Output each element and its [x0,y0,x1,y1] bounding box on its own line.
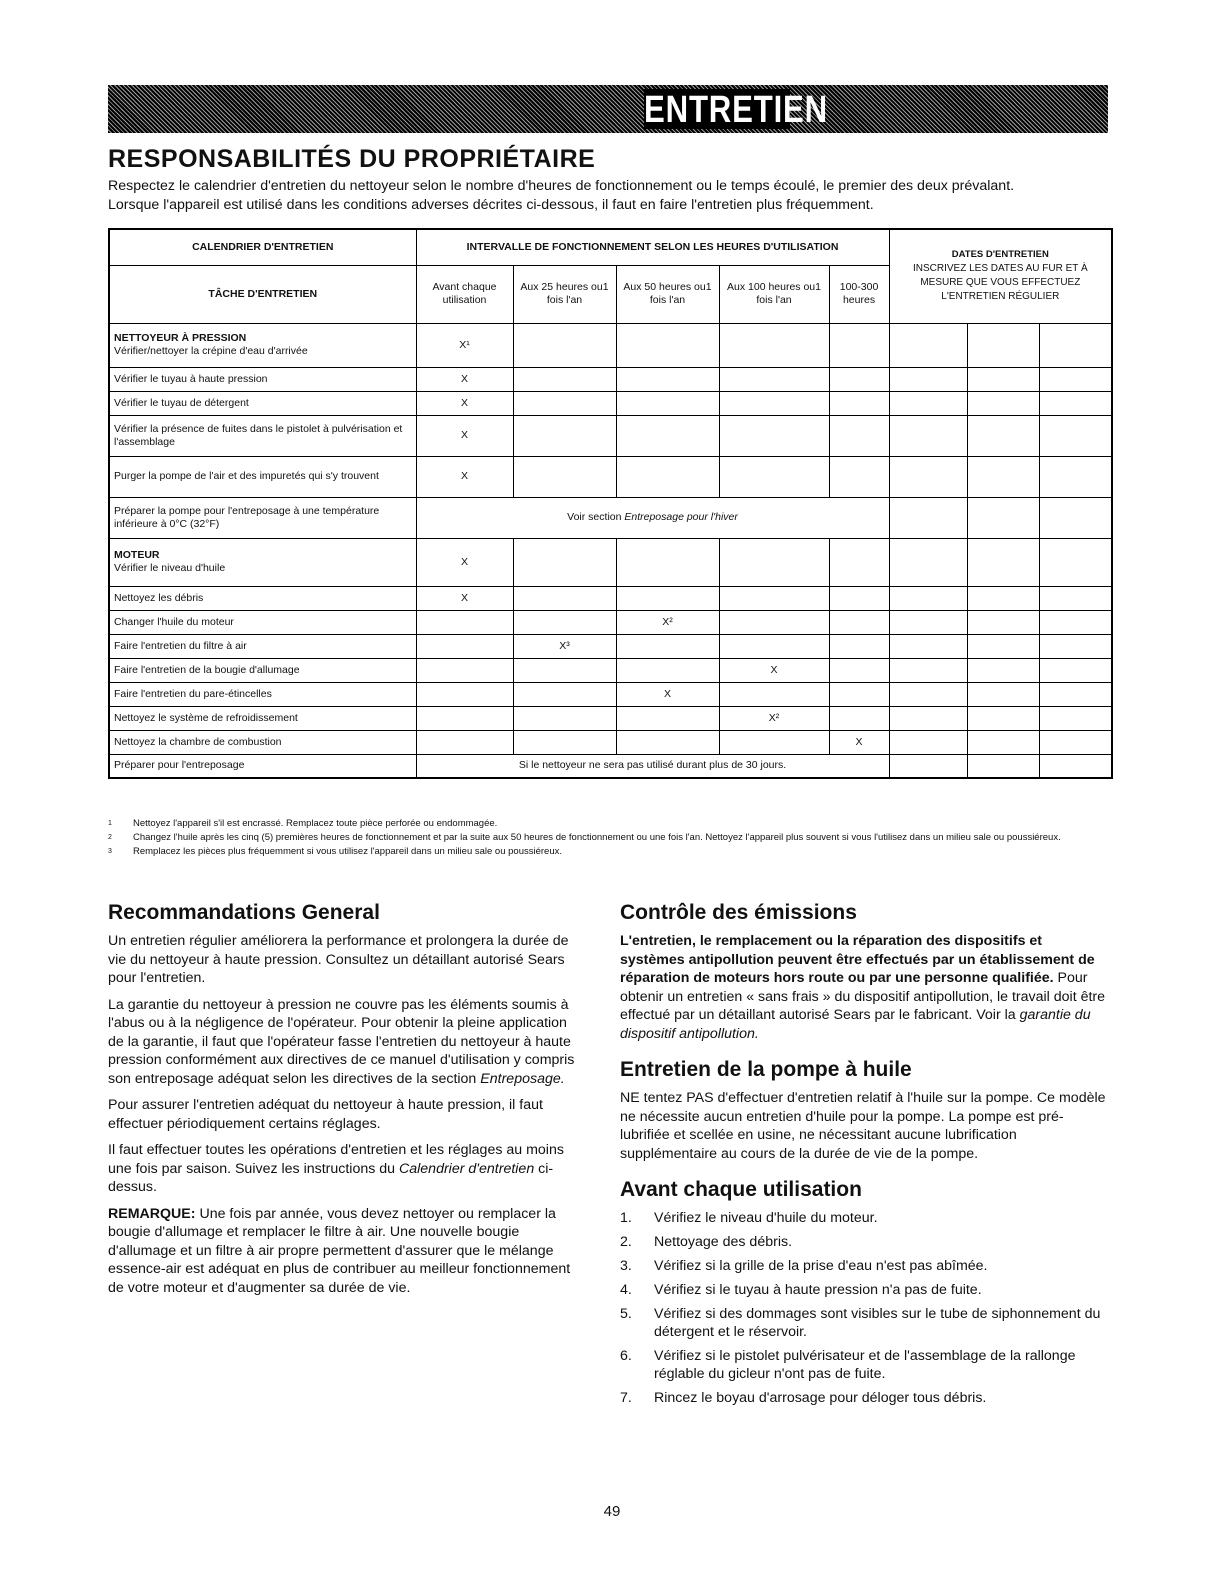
general-italic: Calendrier d'entretien [399,1160,535,1177]
general-paragraph: Pour assurer l'entretien adéquat du nettoyeur à haute pression, il faut effectuer périodiquement certains réglages. [108,1097,543,1132]
mark-cell [616,730,719,754]
task-label: Préparer pour l'entreposage [109,754,416,778]
mark-cell: X [416,391,513,415]
header-dates-sub: INSCRIVEZ LES DATES AU FUR ET À MESURE QUE VOUS EFFECTUEZ L'ENTRETIEN RÉGULIER [912,263,1088,303]
date-cell[interactable] [1039,391,1112,415]
task-label: Nettoyez la chambre de combustion [109,730,416,754]
mark-cell [719,634,829,658]
date-cell[interactable] [889,706,967,730]
table-row [109,586,1112,610]
table-row [109,706,1112,730]
span-note-text: Voir section [567,511,625,523]
header-dates-title: DATES D'ENTRETIEN [951,249,1049,261]
task-label: Nettoyez les débris [109,586,416,610]
step-number: 3. [620,1258,632,1274]
mark-cell [829,367,889,391]
footnote-number: 1 [108,820,112,827]
mark-cell [616,634,719,658]
oil-pump-paragraph: NE tentez PAS d'effectuer d'entretien relatif à l'huile sur la pompe. Ce modèle ne nécessite aucun entretien d'huile pour la pompe. La pompe est pré-lubrifiée et scellée en usine, ne nécessitant aucune lubrification supplémentaire au cours de la durée de vie de la pompe. [620,1090,1106,1162]
mark-cell [829,456,889,497]
table-row [109,610,1112,634]
date-cell[interactable] [889,586,967,610]
date-cell[interactable] [967,391,1039,415]
list-item [620,1347,1110,1383]
mark-cell [513,456,616,497]
mark-cell: X [416,538,513,586]
date-cell[interactable] [1039,610,1112,634]
mark-cell: X [416,586,513,610]
date-cell[interactable] [889,456,967,497]
date-cell[interactable] [1039,323,1112,367]
mark-cell: X [829,730,889,754]
date-cell[interactable] [1039,456,1112,497]
mark-cell: X [416,415,513,456]
mark-cell [719,586,829,610]
mark-cell [719,730,829,754]
date-cell[interactable] [1039,497,1112,538]
task-label: Changer l'huile du moteur [109,610,416,634]
mark-cell [719,538,829,586]
date-cell[interactable] [1039,538,1112,586]
mark-cell [829,610,889,634]
general-text: La garantie du nettoyeur à pression ne couvre pas les éléments soumis à l'abus ou à la négligence de l'opérateur. Pour obtenir la pleine application de la garantie, il faut que l'opérateur fasse l'entretien du nettoyeur à haute pression conformément aux directives de ce manuel d'utilisation y compris son entreposage adéquat selon les directives de la section [108,996,575,1087]
date-cell[interactable] [889,415,967,456]
mark-cell [513,610,616,634]
date-cell[interactable] [889,538,967,586]
mark-cell [829,415,889,456]
task-label: Vérifier/nettoyer la crépine d'eau d'arrivée [114,345,308,357]
emissions-text: Pour obtenir un entretien « sans frais » du dispositif antipollution, le travail doit être effectué par un détaillant autorisé Sears par le fabricant. Voir la [620,970,1106,1023]
mark-cell [829,538,889,586]
mark-cell [829,391,889,415]
mark-cell [616,658,719,682]
emissions-paragraph [620,932,1110,1043]
span-note-italic: Entreposage pour l'hiver [624,511,738,523]
list-item [620,1305,1110,1341]
date-cell[interactable] [967,497,1039,538]
date-cell[interactable] [967,415,1039,456]
mark-cell [719,415,829,456]
mark-cell [513,323,616,367]
date-cell[interactable] [889,754,967,778]
mark-cell [829,682,889,706]
date-cell[interactable] [1039,682,1112,706]
step-number: 6. [620,1348,632,1364]
task-label: Nettoyez le système de refroidissement [109,706,416,730]
mark-cell [829,706,889,730]
header-dates [889,229,1112,323]
date-cell[interactable] [889,391,967,415]
mark-cell [719,367,829,391]
task-label: Faire l'entretien du pare-étincelles [109,682,416,706]
task-label: Vérifier le tuyau à haute pression [109,367,416,391]
mark-cell [616,367,719,391]
mark-cell [416,730,513,754]
mark-cell [513,658,616,682]
footnote-text: Changez l'huile après les cinq (5) premières heures de fonctionnement et par la suite aux 50 heures de fonctionnement ou une fois l'an. Nettoyez l'appareil plus souvent si vous l'utilisez dans un milieu sale ou poussiéreux. [133,832,1061,843]
date-cell[interactable] [967,456,1039,497]
span-note: Si le nettoyeur ne sera pas utilisé durant plus de 30 jours. [416,754,889,778]
span-note [416,497,889,538]
emissions-bold: L'entretien, le remplacement ou la réparation des dispositifs et systèmes antipollution peuvent être effectués par un établissement de réparation de moteurs hors route ou par une personne qualifiée. [620,933,1095,986]
right-column [620,900,1110,1413]
table-row [109,391,1112,415]
table-row [109,658,1112,682]
table-row [109,754,1112,778]
date-cell[interactable] [967,586,1039,610]
step-number: 7. [620,1390,632,1406]
mark-cell [719,682,829,706]
date-cell[interactable] [889,367,967,391]
before-use-list [620,1209,1110,1407]
list-item [620,1233,1110,1251]
date-cell[interactable] [967,730,1039,754]
mark-cell [513,730,616,754]
mark-cell: X² [616,610,719,634]
date-cell[interactable] [1039,730,1112,754]
date-cell[interactable] [967,323,1039,367]
mark-cell [513,706,616,730]
table-row [109,497,1112,538]
date-cell[interactable] [1039,634,1112,658]
date-cell[interactable] [1039,415,1112,456]
date-cell[interactable] [967,634,1039,658]
mark-cell [513,538,616,586]
general-paragraph [108,1141,586,1197]
header-interval: INTERVALLE DE FONCTIONNEMENT SELON LES HEURES D'UTILISATION [416,229,889,265]
mark-cell [829,586,889,610]
date-cell[interactable] [889,658,967,682]
mark-cell [416,658,513,682]
general-text: ci-dessus. [108,1160,554,1195]
footnote [108,831,1108,845]
list-item [620,1281,1110,1299]
date-cell[interactable] [889,634,967,658]
footnote-text: Nettoyez l'appareil s'il est encrassé. Remplacez toute pièce perforée ou endommagée. [133,818,498,829]
intro-line: Respectez le calendrier d'entretien du nettoyeur selon le nombre d'heures de fonctionnement ou le temps écoulé, le premier des deux prévalant. [108,178,1015,194]
step-number: 1. [620,1210,632,1226]
date-cell[interactable] [889,610,967,634]
note-label: REMARQUE: [108,1205,196,1222]
mark-cell [416,610,513,634]
task-label: Faire l'entretien de la bougie d'allumage [109,658,416,682]
date-cell[interactable] [967,682,1039,706]
maintenance-schedule-table [108,228,1113,779]
general-italic: Entreposage. [480,1070,565,1087]
task-label: Préparer la pompe pour l'entreposage à une température inférieure à 0°C (32°F) [109,497,416,538]
step-number: 4. [620,1282,632,1298]
task-label: Purger la pompe de l'air et des impuretés qui s'y trouvent [109,456,416,497]
mark-cell [513,415,616,456]
list-item [620,1257,1110,1275]
table-row [109,323,1112,367]
interval-100h: Aux 100 heures ou1 fois l'an [719,265,829,323]
interval-before-use: Avant chaque utilisation [416,265,513,323]
header-banner [108,85,1108,133]
date-cell[interactable] [967,610,1039,634]
step-text: Vérifiez si le tuyau à haute pression n'a pas de fuite. [654,1282,982,1298]
section-title: RESPONSABILITÉS DU PROPRIÉTAIRE [108,145,596,173]
mark-cell [513,391,616,415]
header-calendar: CALENDRIER D'ENTRETIEN [109,229,416,265]
mark-cell: X [616,682,719,706]
task-label: Faire l'entretien du filtre à air [109,634,416,658]
date-cell[interactable] [967,658,1039,682]
mark-cell: X [719,658,829,682]
mark-cell [719,323,829,367]
date-cell[interactable] [889,730,967,754]
step-text: Vérifiez si le pistolet pulvérisateur et de l'assemblage de la rallonge réglable du gicleur n'ont pas de fuite. [654,1348,1076,1382]
footnotes [108,817,1108,859]
mark-cell [616,706,719,730]
date-cell[interactable] [967,706,1039,730]
intro-text [108,177,1118,215]
table-row [109,415,1112,456]
left-column [108,900,586,1305]
step-text: Nettoyage des débris. [654,1234,793,1250]
mark-cell [416,706,513,730]
mark-cell [616,323,719,367]
interval-100-300h: 100-300 heures [829,265,889,323]
mark-cell [616,415,719,456]
task-label: Vérifier la présence de fuites dans le pistolet à pulvérisation et l'assemblage [109,415,416,456]
intro-line: Lorsque l'appareil est utilisé dans les conditions adverses décrites ci-dessous, il faut en faire l'entretien plus fréquemment. [108,197,874,213]
general-title: Recommandations General [108,901,380,924]
step-number: 2. [620,1234,632,1250]
banner-title: ENTRETIEN [644,89,828,131]
date-cell[interactable] [967,367,1039,391]
mark-cell [829,658,889,682]
date-cell[interactable] [1039,586,1112,610]
mark-cell [616,538,719,586]
date-cell[interactable] [889,682,967,706]
mark-cell [719,456,829,497]
date-cell[interactable] [1039,706,1112,730]
mark-cell [416,682,513,706]
task-label: Vérifier le tuyau de détergent [109,391,416,415]
mark-cell [616,391,719,415]
table-row [109,538,1112,586]
date-cell[interactable] [1039,754,1112,778]
task-label: Vérifier le niveau d'huile [114,562,226,574]
list-item [620,1209,1110,1227]
step-text: Vérifiez si la grille de la prise d'eau n'est pas abîmée. [654,1258,988,1274]
mark-cell: X¹ [416,323,513,367]
mark-cell [719,391,829,415]
footnote [108,845,1108,859]
mark-cell [829,634,889,658]
header-task: TÂCHE D'ENTRETIEN [109,265,416,323]
step-text: Rincez le boyau d'arrosage pour déloger tous débris. [654,1390,987,1406]
list-item [620,1389,1110,1407]
mark-cell: X [416,456,513,497]
oil-pump-title: Entretien de la pompe à huile [620,1058,912,1081]
group-engine: MOTEUR [114,549,160,561]
footnote [108,817,1108,831]
mark-cell [829,323,889,367]
footnote-text: Remplacez les pièces plus fréquemment si vous utilisez l'appareil dans un milieu sale ou poussiéreux. [133,846,563,857]
table-row [109,367,1112,391]
page-number: 49 [603,1503,621,1520]
table-row [109,456,1112,497]
mark-cell: X² [719,706,829,730]
interval-25h: Aux 25 heures ou1 fois l'an [513,265,616,323]
before-use-title: Avant chaque utilisation [620,1178,862,1201]
general-paragraph [108,996,586,1089]
general-paragraph: Un entretien régulier améliorera la performance et prolongera la durée de vie du nettoyeur à haute pression. Consultez un détaillant autorisé Sears pour l'entretien. [108,933,569,986]
mark-cell [719,610,829,634]
date-cell[interactable] [889,497,967,538]
table-row [109,682,1112,706]
mark-cell [616,456,719,497]
general-text: Il faut effectuer toutes les opérations d'entretien et les réglages au moins une fois par saison. Suivez les instructions du [108,1142,564,1177]
footnote-number: 3 [108,848,112,855]
footnote-number: 2 [108,834,112,841]
mark-cell: X³ [513,634,616,658]
date-cell[interactable] [967,538,1039,586]
note-text: Une fois par année, vous devez nettoyer ou remplacer la bougie d'allumage et remplacer le filtre à air. Une nouvelle bougie d'allumage et un filtre à air propre permettent d'assurer que le mélange essence-air est adéquat en plus de contribuer au meilleur fonctionnement de votre moteur et d'augmenter sa durée de vie. [108,1205,571,1296]
step-text: Vérifiez si des dommages sont visibles sur le tube de siphonnement du détergent et le réservoir. [654,1306,1101,1340]
mark-cell [616,586,719,610]
date-cell[interactable] [1039,658,1112,682]
table-row [109,730,1112,754]
mark-cell: X [416,367,513,391]
step-text: Vérifiez le niveau d'huile du moteur. [654,1210,878,1226]
general-note [108,1205,586,1298]
emissions-title: Contrôle des émissions [620,901,857,924]
emissions-italic: garantie du dispositif antipollution. [620,1007,1091,1042]
step-number: 5. [620,1306,632,1322]
table-row [109,634,1112,658]
mark-cell [513,586,616,610]
mark-cell [513,682,616,706]
mark-cell [513,367,616,391]
interval-50h: Aux 50 heures ou1 fois l'an [616,265,719,323]
date-cell[interactable] [967,754,1039,778]
group-pressure-washer: NETTOYEUR À PRESSION [114,332,247,344]
date-cell[interactable] [1039,367,1112,391]
date-cell[interactable] [889,323,967,367]
mark-cell [416,634,513,658]
